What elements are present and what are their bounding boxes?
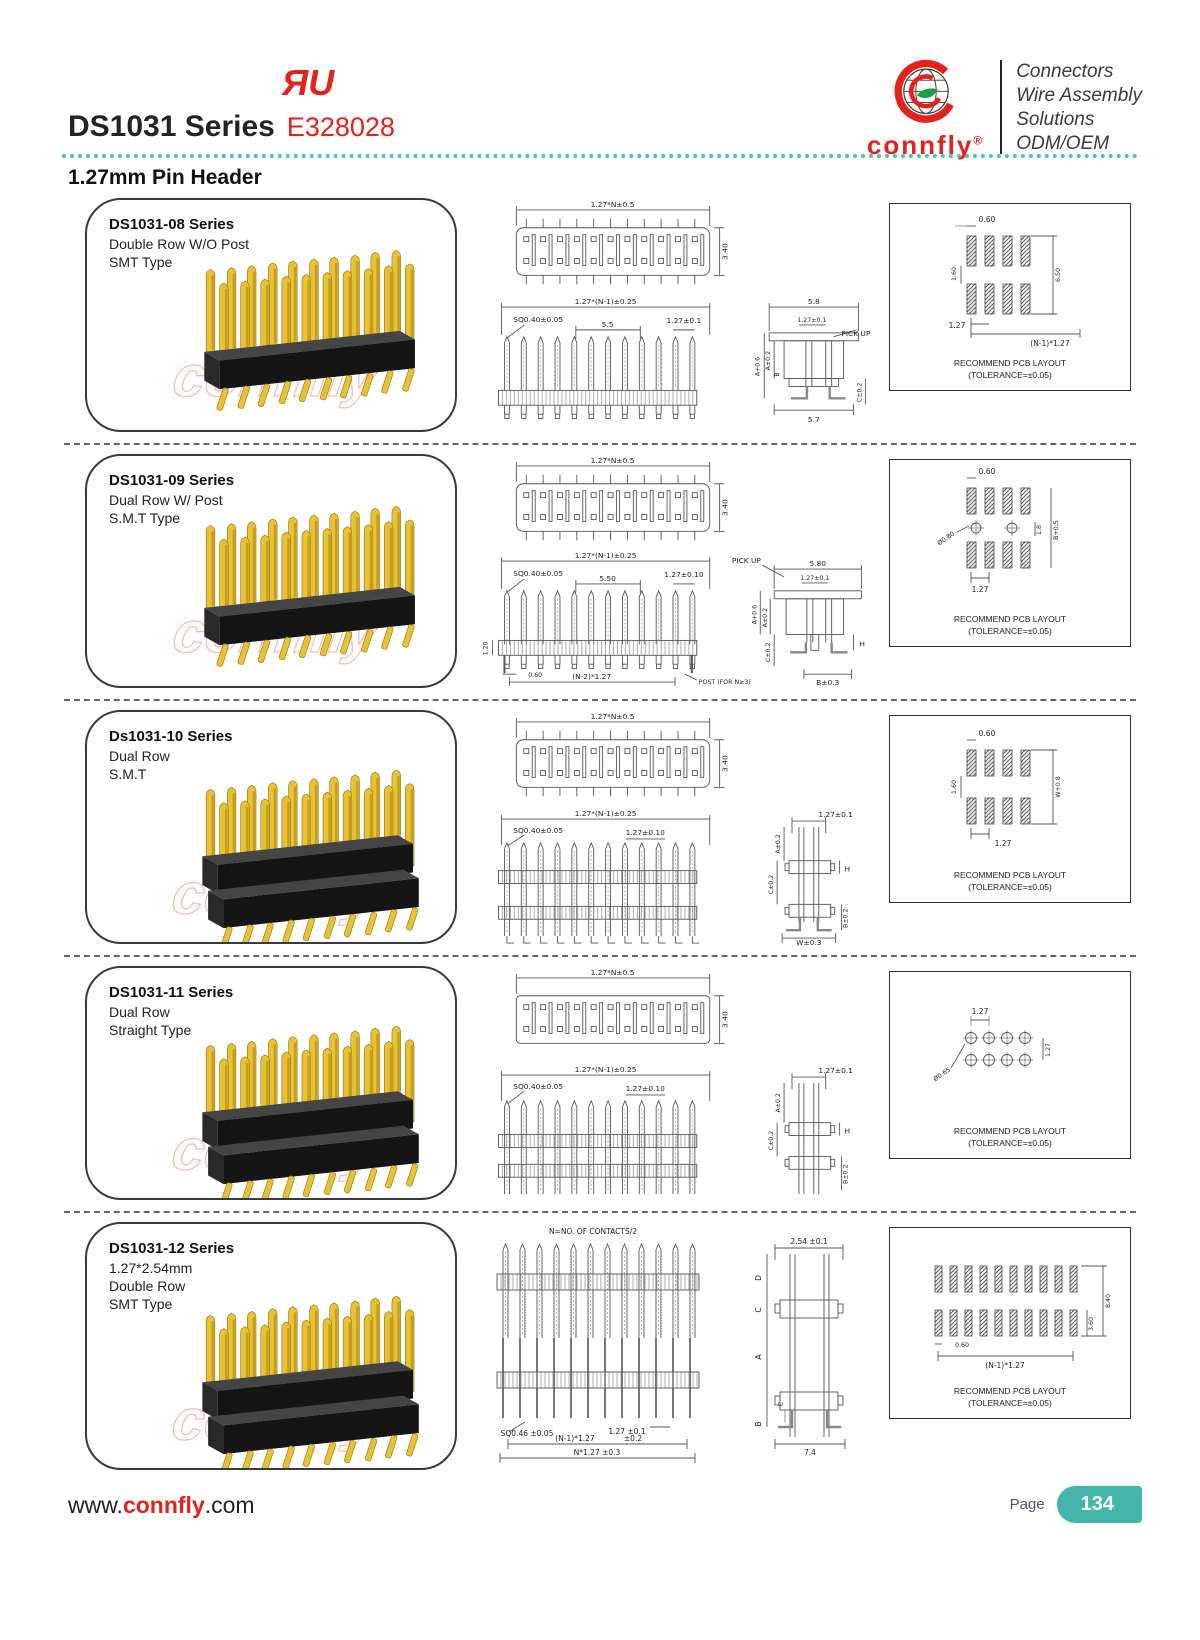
pcb-layout-card	[889, 459, 1131, 647]
tagline-connectors: Connectors	[1016, 61, 1114, 82]
product-series-name: DS1031-11 Series	[109, 984, 234, 1001]
product-series-name: DS1031-12 Series	[109, 1240, 235, 1257]
label-contacts-note: N=NO. OF CONTACTS/2	[548, 1227, 638, 1236]
pcb-drill: Ø0.80	[936, 530, 956, 548]
dim-c2: C	[778, 1401, 785, 1407]
dim-front-width: 1.27*(N-1)±0.25	[574, 809, 637, 819]
dim-pitch: 1.27±0.10	[625, 1083, 665, 1093]
dim-b: B	[754, 1421, 763, 1427]
photo-card-ds1031-12	[85, 1222, 457, 1470]
dim-span: (N-1)*1.27	[555, 1434, 595, 1443]
product-desc-line: Double Row W/O Post	[109, 235, 250, 252]
dim-front-width: 1.27*(N-1)±0.25	[574, 297, 637, 307]
brand-area	[867, 58, 1142, 160]
section-ds1031-08	[0, 198, 1200, 434]
pcb-dim1: 3.60	[1088, 1316, 1095, 1332]
website-url[interactable]	[68, 1492, 255, 1519]
photo-card-ds1031-10	[85, 710, 457, 944]
dim-bot-span: (N-2)*1.27	[572, 672, 612, 682]
dim-side-pitch: 1.27±0.1	[818, 810, 853, 820]
product-series-name: Ds1031-10 Series	[109, 728, 233, 745]
dim-c-tol: C±0.2	[768, 1130, 776, 1151]
url-dotcom: .com	[204, 1492, 255, 1518]
side-view	[777, 817, 841, 943]
dim-side-pitch: 1.27±0.1	[797, 316, 827, 324]
dim-b-tol: B±0.2	[842, 1164, 850, 1184]
pcb-tolerance: (TOLERANCE=±0.05)	[968, 1137, 1052, 1148]
dim-a-tol: A±0.2	[775, 834, 783, 854]
dim-c-tol: C±0.2	[768, 874, 776, 895]
dim-sq: SQ0.40±0.05	[513, 568, 564, 578]
header-divider	[1000, 60, 1002, 154]
section-ds1031-10	[0, 710, 1200, 946]
pcb-layout-drawing	[895, 976, 1125, 1124]
url-brand: connfly	[122, 1492, 205, 1518]
dim-pitch: 1.27±0.10	[625, 827, 665, 837]
dim-pitch: 1.27±0.10	[664, 569, 704, 579]
dim-bot-pad: 0.60	[528, 672, 543, 680]
dim-pitch: 1.27±0.1	[666, 315, 702, 325]
product-desc-line: Dual Row	[109, 747, 170, 764]
dim-h-left: 1.20	[482, 641, 490, 656]
product-series-name: DS1031-08 Series	[109, 216, 235, 233]
pcb-pitch: 1.27	[948, 321, 966, 330]
dim-bottom-width: 7.4	[804, 1448, 816, 1457]
label-pickup: PICK UP	[731, 556, 761, 566]
tagline-solutions: Solutions	[1016, 109, 1095, 130]
pcb-dim2: 8.40	[1105, 1293, 1112, 1309]
dim-side-bottom: 5.7	[807, 415, 820, 425]
side-view	[767, 1244, 845, 1449]
drawings-ds1031-12	[475, 1222, 875, 1472]
dim-sq: SQ0.40±0.05	[513, 825, 564, 835]
connfly-logo	[867, 58, 984, 160]
section-separator	[64, 443, 1136, 445]
series-title: DS1031 Series	[68, 110, 275, 143]
dim-b-tol: B±0.2	[842, 908, 850, 928]
dim-top-width: 1.27*N±0.5	[590, 967, 635, 977]
dim-front-width: 1.27*(N-1)±0.25	[574, 551, 637, 561]
pcb-row-gap: 1.60	[951, 266, 958, 282]
dim-span-tol: ±0.2	[623, 1434, 643, 1443]
pcb-pitch: 1.27	[994, 839, 1012, 848]
pcb-pad-width: 0.60	[955, 1342, 970, 1349]
dim-top-height: 3.40	[720, 755, 730, 772]
dim-sq: SQ0.46 ±0.05	[500, 1429, 554, 1438]
dim-top-width: 1.27*N±0.5	[590, 455, 635, 465]
dim-a: A	[754, 1354, 763, 1360]
dim-top-width: 1.27*N±0.5	[590, 711, 635, 721]
page-number: 134	[1057, 1486, 1142, 1523]
dim-sq: SQ0.40±0.05	[513, 1081, 564, 1091]
dim-h: H	[859, 639, 866, 649]
pcb-layout-card	[889, 971, 1131, 1159]
dim-top-height: 3.40	[720, 1011, 730, 1028]
dim-total: N*1.27 ±0.3	[573, 1448, 621, 1457]
top-view	[516, 462, 724, 540]
pcb-pitch-v: 1.27	[1045, 1042, 1052, 1058]
drawings-ds1031-08	[475, 198, 875, 434]
section-separator	[64, 955, 1136, 957]
product-series-name: DS1031-09 Series	[109, 472, 235, 489]
section-separator	[64, 1211, 1136, 1213]
pcb-layout-drawing	[895, 1232, 1125, 1384]
product-desc-line: 1.27*2.54mm	[109, 1259, 193, 1276]
tagline-odm-oem: ODM/OEM	[1016, 133, 1110, 154]
pcb-pad-width: 0.60	[978, 215, 996, 224]
top-view	[516, 718, 724, 796]
pcb-span: B+0.5	[1053, 520, 1060, 540]
pcb-caption: RECOMMEND PCB LAYOUT	[953, 614, 1067, 624]
pcb-layout-drawing	[895, 464, 1125, 612]
dim-b-tol: B±0.3	[816, 678, 840, 688]
drawings-ds1031-11	[475, 966, 875, 1202]
pcb-row-gap: 1.60	[951, 779, 958, 795]
pcb-span: (N-1)*1.27	[985, 1361, 1025, 1370]
dim-c-tol: C±0.2	[856, 382, 864, 403]
product-desc-line: Dual Row W/ Post	[109, 491, 223, 508]
dim-mid: 5.5	[601, 319, 614, 329]
dim-h: H	[844, 864, 851, 874]
pcb-total: (N-1)*1.27	[1030, 339, 1070, 348]
series-title-block	[68, 110, 395, 144]
product-desc-line: SMT Type	[109, 1296, 173, 1313]
pcb-layout-card	[889, 203, 1131, 391]
dim-a-tol: A±0.2	[775, 1093, 783, 1113]
product-desc-line: Dual Row	[109, 1003, 170, 1020]
dim-front-width: 1.27*(N-1)±0.25	[574, 1065, 637, 1075]
pcb-gap: 1.8	[1036, 524, 1043, 536]
pcb-tolerance: (TOLERANCE=±0.05)	[968, 625, 1052, 636]
dim-mid: 5.50	[599, 573, 616, 583]
dim-top-width: 1.27*N±0.5	[590, 199, 635, 209]
pcb-pad-width: 0.60	[978, 729, 996, 738]
dim-c-tol: C±0.2	[765, 642, 773, 663]
brand-name: connfly	[866, 130, 974, 160]
section-separator	[64, 699, 1136, 701]
dim-a-tol: A±0.2	[765, 350, 773, 371]
dim-top-height: 3.40	[720, 243, 730, 260]
page-number-badge	[1010, 1486, 1142, 1523]
product-desc-line: Straight Type	[109, 1021, 192, 1038]
top-view	[516, 974, 724, 1043]
product-desc-line: SMT Type	[109, 253, 173, 270]
leaf-icon	[916, 88, 937, 98]
pcb-span: W+0.8	[1055, 776, 1062, 798]
pcb-pitch: 1.27	[971, 585, 989, 594]
pcb-caption: RECOMMEND PCB LAYOUT	[953, 870, 1067, 880]
pcb-layout-drawing	[895, 208, 1125, 356]
pcb-tolerance: (TOLERANCE=±0.05)	[968, 881, 1052, 892]
pcb-caption: RECOMMEND PCB LAYOUT	[953, 1126, 1067, 1136]
registered-mark: ®	[973, 133, 985, 148]
pcb-layout-card	[889, 715, 1131, 903]
dim-d: D	[754, 1275, 763, 1281]
photo-card-ds1031-11	[85, 966, 457, 1200]
pcb-caption: RECOMMEND PCB LAYOUT	[953, 358, 1067, 368]
dim-a-tol: A±0.2	[762, 607, 770, 628]
dim-side-width: 5.80	[809, 559, 827, 569]
drawings-ds1031-09	[475, 454, 875, 690]
dim-side-pitch: 1.27±0.1	[800, 574, 830, 582]
product-desc-line: Double Row	[109, 1277, 186, 1294]
taglines	[1016, 58, 1142, 160]
top-view	[516, 206, 724, 284]
dim-a-plus: A+0.6	[754, 356, 762, 377]
dim-top-pitch: 2.54 ±0.1	[790, 1237, 828, 1246]
side-view	[777, 1073, 841, 1194]
dim-pitch: 1.27 ±0.1	[608, 1427, 646, 1436]
pcb-span: 6.50	[1055, 267, 1062, 283]
dim-top-height: 3.40	[720, 499, 730, 516]
pcb-layout-card	[889, 1227, 1131, 1419]
product-desc-line: S.M.T Type	[109, 509, 181, 526]
ul-recognized-mark-icon: ЯU	[282, 62, 335, 103]
sections	[0, 198, 1200, 1474]
dim-side-pitch: 1.27±0.1	[818, 1066, 853, 1076]
dim-w-tol: W±0.3	[796, 938, 822, 946]
pcb-tolerance: (TOLERANCE=±0.05)	[968, 1397, 1052, 1408]
label-pickup: PICK UP	[841, 328, 871, 338]
label-post: POST (FOR N≥3)	[698, 679, 751, 687]
section-ds1031-11	[0, 966, 1200, 1202]
dim-h: H	[844, 1126, 851, 1136]
dim-c: C	[754, 1307, 763, 1313]
dim-sq: SQ0.40±0.05	[513, 314, 564, 324]
side-view	[760, 565, 861, 679]
pcb-tolerance: (TOLERANCE=±0.05)	[968, 369, 1052, 380]
pcb-pitch-h: 1.27	[971, 1007, 989, 1016]
product-desc-line: S.M.T	[109, 765, 147, 782]
page-heading: 1.27mm Pin Header	[68, 166, 262, 189]
photo-card-ds1031-08	[85, 198, 457, 432]
dim-b: B	[774, 372, 782, 377]
page-label: Page	[1009, 1496, 1045, 1513]
dim-side-width: 5.8	[807, 297, 820, 307]
drawings-ds1031-10	[475, 710, 875, 946]
pcb-drill: Ø0.65	[932, 1066, 952, 1084]
ul-file-number: E328028	[286, 112, 395, 142]
section-ds1031-09	[0, 454, 1200, 690]
dim-a-plus: A+0.6	[751, 604, 759, 625]
dotted-rule	[62, 154, 1138, 158]
connfly-globe-icon	[888, 58, 964, 132]
photo-card-ds1031-09	[85, 454, 457, 688]
pcb-layout-drawing	[895, 720, 1125, 868]
tagline-wire-assembly: Wire Assembly	[1016, 85, 1142, 106]
pcb-pad-width: 0.60	[978, 467, 996, 476]
url-www: www.	[68, 1492, 123, 1518]
section-ds1031-12	[0, 1222, 1200, 1474]
pcb-caption: RECOMMEND PCB LAYOUT	[953, 1386, 1067, 1396]
